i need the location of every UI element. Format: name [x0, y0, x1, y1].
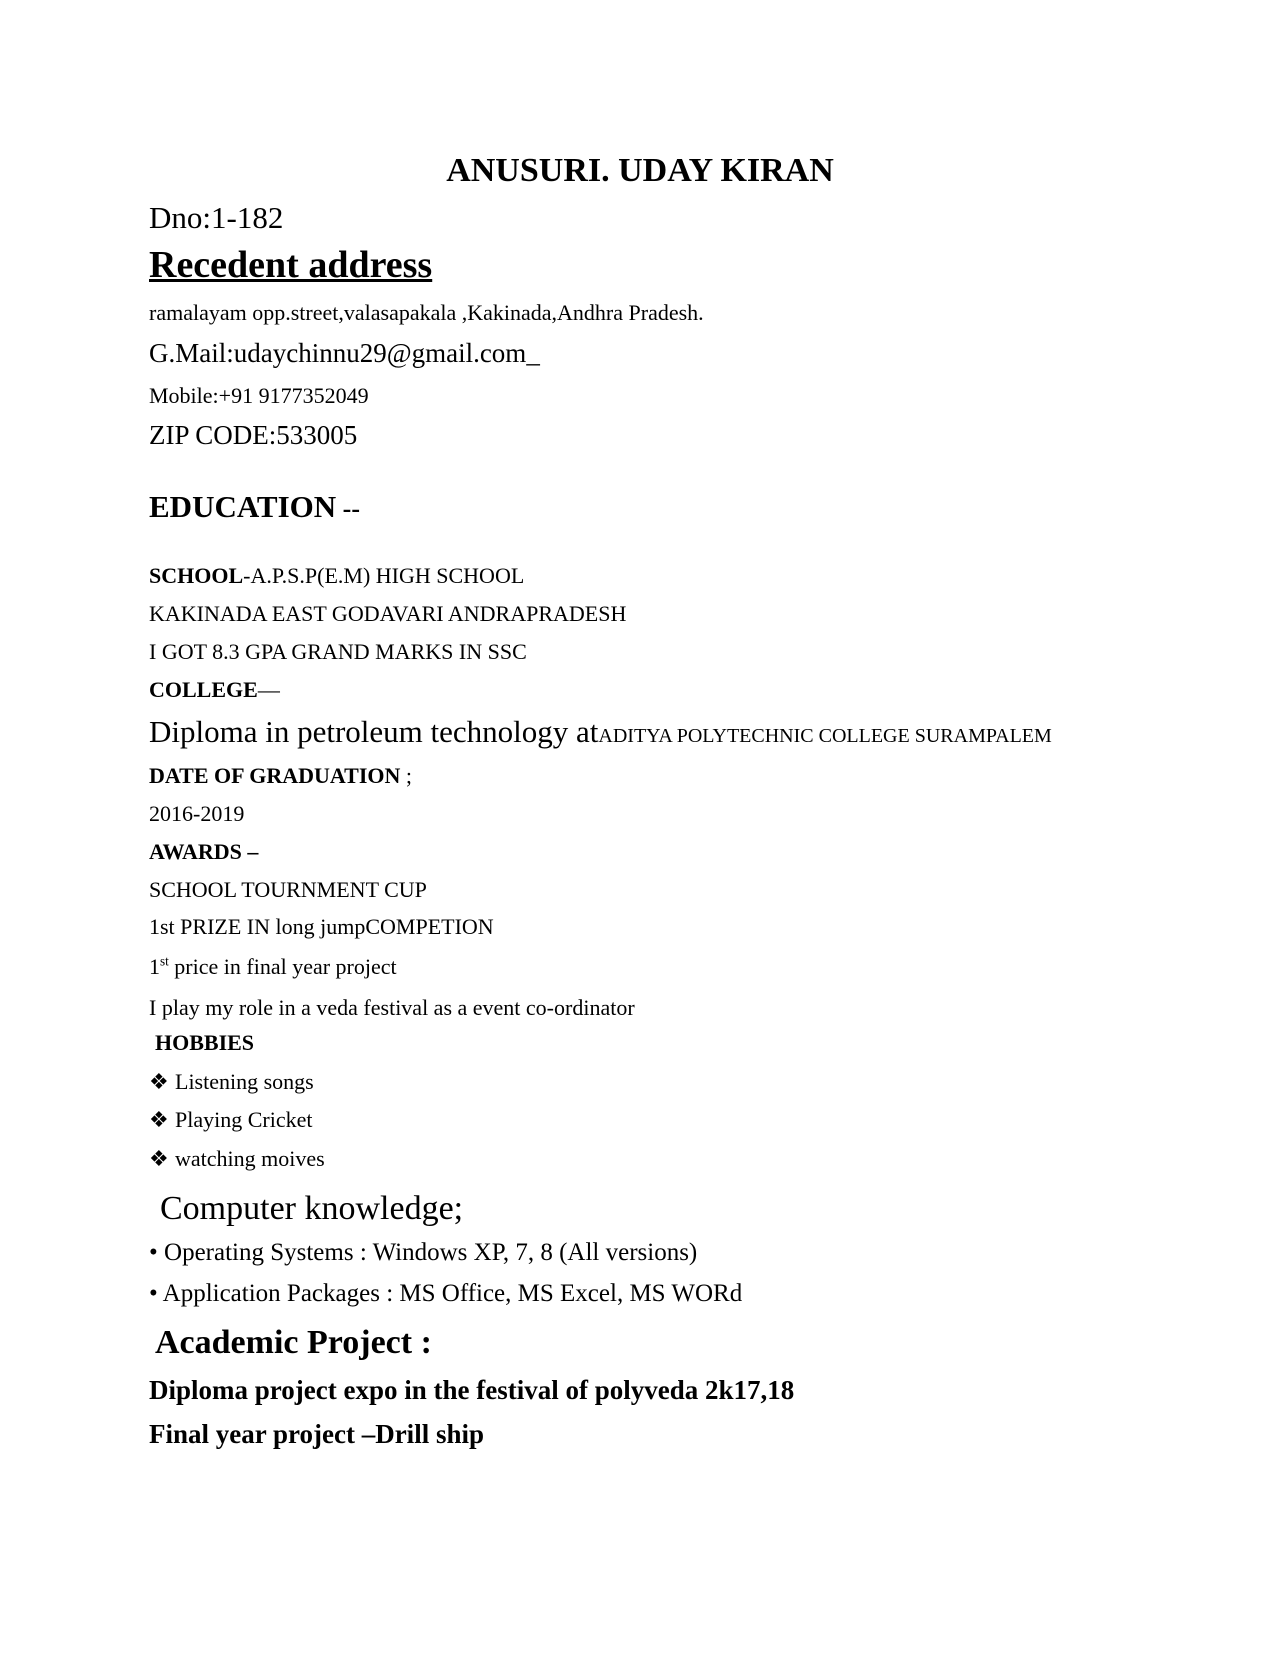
school-value: -A.P.S.P(E.M) HIGH SCHOOL	[243, 563, 525, 588]
school-label: SCHOOL	[149, 563, 244, 588]
address-heading: Recedent address	[149, 244, 433, 286]
computer-heading: Computer knowledge;	[160, 1190, 464, 1227]
hobby-item	[149, 1109, 312, 1131]
hobby-item	[149, 1148, 325, 1170]
mobile-line: Mobile:+91 9177352049	[149, 383, 369, 408]
diploma-line	[149, 716, 1052, 747]
email-text: G.Mail:udaychinnu29@gmail.com	[149, 338, 527, 368]
academic-item: Diploma project expo in the festival of polyveda 2k17,18	[149, 1375, 795, 1405]
email-trail: _	[526, 338, 540, 368]
zip-line: ZIP CODE:533005	[149, 420, 358, 450]
award-project-line	[149, 953, 397, 979]
diamond-bullet-icon: ❖	[149, 1146, 169, 1171]
email-line	[149, 340, 540, 367]
college-dash: —	[257, 677, 280, 702]
computer-text: Application Packages : MS Office, MS Excel, MS WORd	[162, 1280, 743, 1307]
computer-item	[149, 1281, 742, 1306]
hobby-text: watching moives	[175, 1146, 325, 1171]
address-line: ramalayam opp.street,valasapakala ,Kakinada,Andhra Pradesh.	[149, 300, 704, 325]
diploma-text: Diploma in petroleum technology at	[149, 714, 599, 749]
door-number: Dno:1-182	[149, 200, 284, 235]
academic-item: Final year project –Drill ship	[149, 1419, 484, 1449]
graduation-punct: ;	[400, 763, 413, 788]
graduation-label: DATE OF GRADUATION	[149, 763, 401, 788]
school-location: KAKINADA EAST GODAVARI ANDRAPRADESH	[149, 601, 627, 626]
bullet-icon: •	[149, 1280, 158, 1307]
hobby-text: Listening songs	[175, 1069, 314, 1094]
award-project-prefix: 1	[149, 954, 160, 979]
diamond-bullet-icon: ❖	[149, 1069, 169, 1094]
award-project-rest: price in final year project	[168, 954, 397, 979]
college-name: ADITYA POLYTECHNIC COLLEGE SURAMPALEM	[598, 725, 1052, 747]
hobby-item	[149, 1071, 314, 1093]
school-marks: I GOT 8.3 GPA GRAND MARKS IN SSC	[149, 639, 527, 664]
bullet-icon: •	[149, 1239, 158, 1266]
graduation-line	[149, 765, 412, 787]
hobbies-heading: HOBBIES	[155, 1030, 255, 1055]
hobby-text: Playing Cricket	[175, 1107, 313, 1132]
award-item: 1st PRIZE IN long jumpCOMPETION	[149, 914, 494, 939]
award-item: SCHOOL TOURNMENT CUP	[149, 877, 427, 902]
education-heading	[149, 491, 360, 522]
resume-name: ANUSURI. UDAY KIRAN	[446, 152, 834, 189]
awards-heading: AWARDS –	[149, 839, 259, 864]
school-line	[149, 565, 524, 587]
award-project-sup: st	[160, 953, 169, 969]
diamond-bullet-icon: ❖	[149, 1107, 169, 1132]
award-veda: I play my role in a veda festival as a event co-ordinator	[149, 995, 635, 1020]
education-heading-text: EDUCATION	[149, 489, 337, 524]
graduation-years: 2016-2019	[149, 801, 245, 826]
academic-heading: Academic Project :	[155, 1324, 432, 1361]
college-line	[149, 679, 280, 701]
computer-text: Operating Systems : Windows XP, 7, 8 (All versions)	[164, 1239, 698, 1266]
college-label: COLLEGE	[149, 677, 258, 702]
education-heading-suffix: --	[336, 494, 360, 523]
computer-item	[149, 1240, 697, 1265]
